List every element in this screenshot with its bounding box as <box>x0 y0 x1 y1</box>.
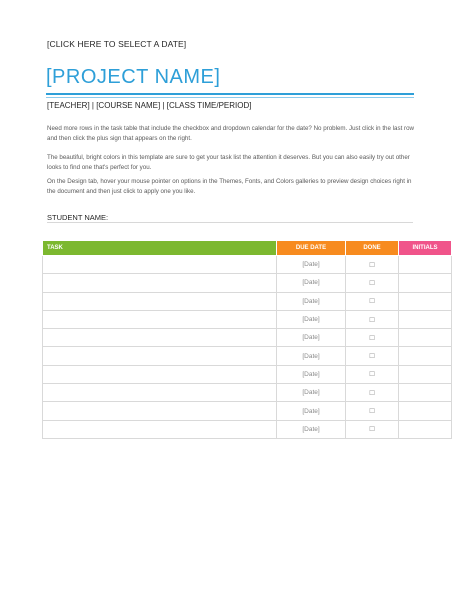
done-checkbox[interactable]: ☐ <box>346 384 399 402</box>
title-rule <box>46 93 414 95</box>
due-date-cell[interactable]: [Date] <box>277 384 346 402</box>
due-date-cell[interactable]: [Date] <box>277 329 346 347</box>
title-rule-thin <box>46 97 414 98</box>
due-date-cell[interactable]: [Date] <box>277 365 346 383</box>
due-date-cell[interactable]: [Date] <box>277 347 346 365</box>
done-checkbox[interactable]: ☐ <box>346 256 399 274</box>
done-checkbox[interactable]: ☐ <box>346 347 399 365</box>
due-date-cell[interactable]: [Date] <box>277 402 346 420</box>
table-row <box>43 310 452 328</box>
table-header-row <box>43 241 452 256</box>
table-row <box>43 384 452 402</box>
task-cell[interactable] <box>43 274 277 292</box>
task-cell[interactable] <box>43 384 277 402</box>
table-row <box>43 274 452 292</box>
task-cell[interactable] <box>43 329 277 347</box>
header-initials: INITIALS <box>399 241 452 256</box>
initials-cell[interactable] <box>399 365 452 383</box>
student-name-field[interactable] <box>47 222 413 223</box>
task-cell[interactable] <box>43 365 277 383</box>
due-date-cell[interactable]: [Date] <box>277 274 346 292</box>
due-date-cell[interactable]: [Date] <box>277 256 346 274</box>
done-checkbox[interactable]: ☐ <box>346 274 399 292</box>
initials-cell[interactable] <box>399 256 452 274</box>
course-meta-line[interactable]: [TEACHER] | [COURSE NAME] | [CLASS TIME/PERIOD] <box>47 101 252 110</box>
table-row <box>43 365 452 383</box>
done-checkbox[interactable]: ☐ <box>346 329 399 347</box>
done-checkbox[interactable]: ☐ <box>346 420 399 438</box>
done-checkbox[interactable]: ☐ <box>346 310 399 328</box>
initials-cell[interactable] <box>399 347 452 365</box>
intro-paragraph-1: Need more rows in the task table that include the checkbox and dropdown calendar for the date? No problem. Just click in the last row and then click the plus sign that appears on the right. <box>47 125 414 142</box>
date-picker[interactable]: [CLICK HERE TO SELECT A DATE] <box>47 39 187 49</box>
task-cell[interactable] <box>43 256 277 274</box>
done-checkbox[interactable]: ☐ <box>346 292 399 310</box>
task-cell[interactable] <box>43 420 277 438</box>
due-date-cell[interactable]: [Date] <box>277 310 346 328</box>
initials-cell[interactable] <box>399 310 452 328</box>
intro-paragraph-3: On the Design tab, hover your mouse pointer on options in the Themes, Fonts, and Colors galleries to preview design choices right in the document and then just click to apply one you like. <box>47 178 412 195</box>
initials-cell[interactable] <box>399 274 452 292</box>
initials-cell[interactable] <box>399 384 452 402</box>
table-row <box>43 347 452 365</box>
due-date-cell[interactable]: [Date] <box>277 292 346 310</box>
header-task: TASK <box>43 241 277 256</box>
project-name-title[interactable]: [PROJECT NAME] <box>46 66 221 88</box>
table-row <box>43 292 452 310</box>
due-date-cell[interactable]: [Date] <box>277 420 346 438</box>
header-due-date: DUE DATE <box>277 241 346 256</box>
table-row <box>43 256 452 274</box>
table-row <box>43 420 452 438</box>
initials-cell[interactable] <box>399 329 452 347</box>
task-cell[interactable] <box>43 292 277 310</box>
table-row <box>43 402 452 420</box>
done-checkbox[interactable]: ☐ <box>346 402 399 420</box>
initials-cell[interactable] <box>399 420 452 438</box>
intro-paragraph-2: The beautiful, bright colors in this template are sure to get your task list the attention it deserves. But you can also easily try out other looks to find one that's perfect for you. <box>47 154 410 171</box>
initials-cell[interactable] <box>399 402 452 420</box>
task-cell[interactable] <box>43 347 277 365</box>
done-checkbox[interactable]: ☐ <box>346 365 399 383</box>
header-done: DONE <box>346 241 399 256</box>
initials-cell[interactable] <box>399 292 452 310</box>
task-cell[interactable] <box>43 310 277 328</box>
task-table <box>42 240 452 439</box>
student-name-label: STUDENT NAME: <box>47 213 109 222</box>
task-cell[interactable] <box>43 402 277 420</box>
table-row <box>43 329 452 347</box>
